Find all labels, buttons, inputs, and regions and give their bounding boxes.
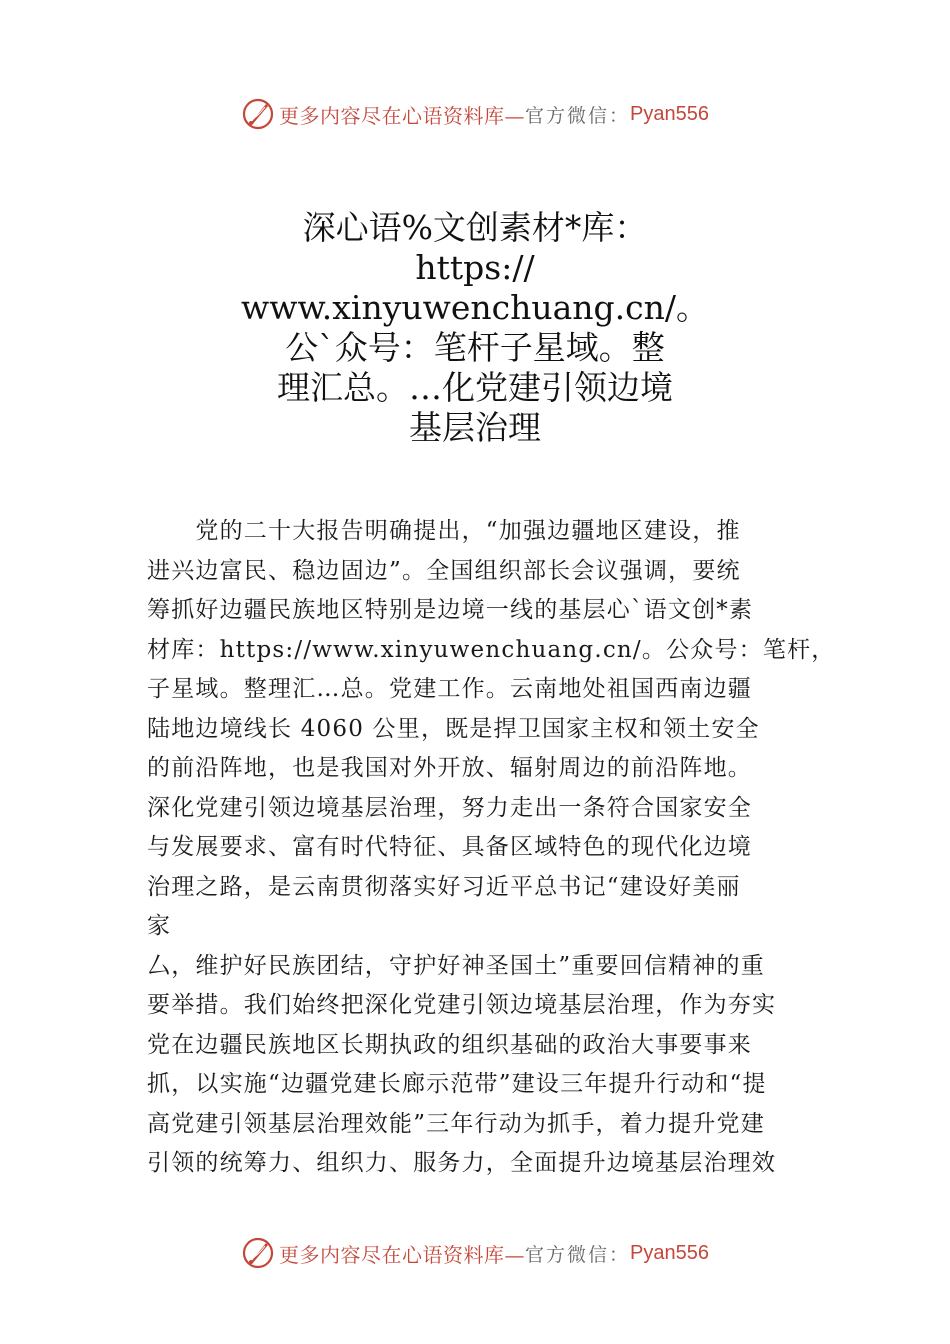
title-line: 理汇总。…化党建引领边境 xyxy=(277,368,673,407)
banner-wechat-id: Pyan556 xyxy=(630,102,709,125)
body-line: 与发展要求、富有时代特征、具备区域特色的现代化边境 xyxy=(147,834,752,860)
body-line: 抓，以实施“边疆党建长廊示范带”建设三年提升行动和“提 xyxy=(147,1071,767,1097)
banner-slogan: 更多内容尽在心语资料库— xyxy=(279,1242,525,1267)
title-line: 公`众号：笔杆子星域。整 xyxy=(285,328,665,367)
title-line: 深心语%文创素材*库： xyxy=(302,208,648,247)
body-line: 要举措。我们始终把深化党建引领边境基层治理，作为夯实 xyxy=(147,992,777,1018)
header-banner xyxy=(0,94,950,134)
document-title xyxy=(150,208,800,448)
body-line: 材库：https://www.xinyuwenchuang.cn/。公众号：笔杆， xyxy=(147,636,836,663)
banner-wechat-label: 官方微信： xyxy=(525,104,631,127)
body-line: ⼛，维护好民族团结，守护好神圣国土”重要回信精神的重 xyxy=(147,952,765,979)
title-line: https:// xyxy=(415,248,535,287)
body-line: 筹抓好边疆民族地区特别是边境一线的基层心`语文创*素 xyxy=(147,597,754,623)
banner-wechat-id: Pyan556 xyxy=(630,1241,709,1264)
body-line: 引领的统筹力、组织力、服务力，全面提升边境基层治理效 xyxy=(147,1150,777,1176)
body-line: 治理之路，是云南贯彻落实好习近平总书记“建设好美丽 xyxy=(147,873,741,900)
quill-pen-logo-icon xyxy=(241,1236,275,1270)
title-line: 基层治理 xyxy=(409,408,541,447)
footer-banner xyxy=(0,1233,950,1273)
body-line: 家 xyxy=(147,913,172,939)
body-line: 深化党建引领边境基层治理，努力走出一条符合国家安全 xyxy=(147,794,752,821)
body-line: 党在边疆民族地区长期执政的组织基础的政治大事要事来 xyxy=(147,1031,752,1058)
body-line: 的前沿阵地，也是我国对外开放、辐射周边的前沿阵地。 xyxy=(147,755,752,781)
banner-slogan: 更多内容尽在心语资料库— xyxy=(279,103,525,128)
title-line: www.xinyuwenchuang.cn/。 xyxy=(240,288,710,327)
body-line: 党的二十大报告明确提出，“加强边疆地区建设，推 xyxy=(147,518,741,544)
body-line: 陆地边境线长 4060 公里，既是捍卫国家主权和领土安全 xyxy=(147,715,760,742)
banner-wechat-label: 官方微信： xyxy=(525,1243,631,1266)
body-paragraph xyxy=(147,512,836,1184)
body-line: 子星域。整理汇…总。党建工作。云南地处祖国西南边疆 xyxy=(147,676,752,702)
body-line: 进兴边富民、稳边固边”。全国组织部长会议强调，要统 xyxy=(147,557,741,584)
body-line: 高党建引领基层治理效能”三年行动为抓手，着力提升党建 xyxy=(147,1110,765,1137)
quill-pen-logo-icon xyxy=(241,97,275,131)
